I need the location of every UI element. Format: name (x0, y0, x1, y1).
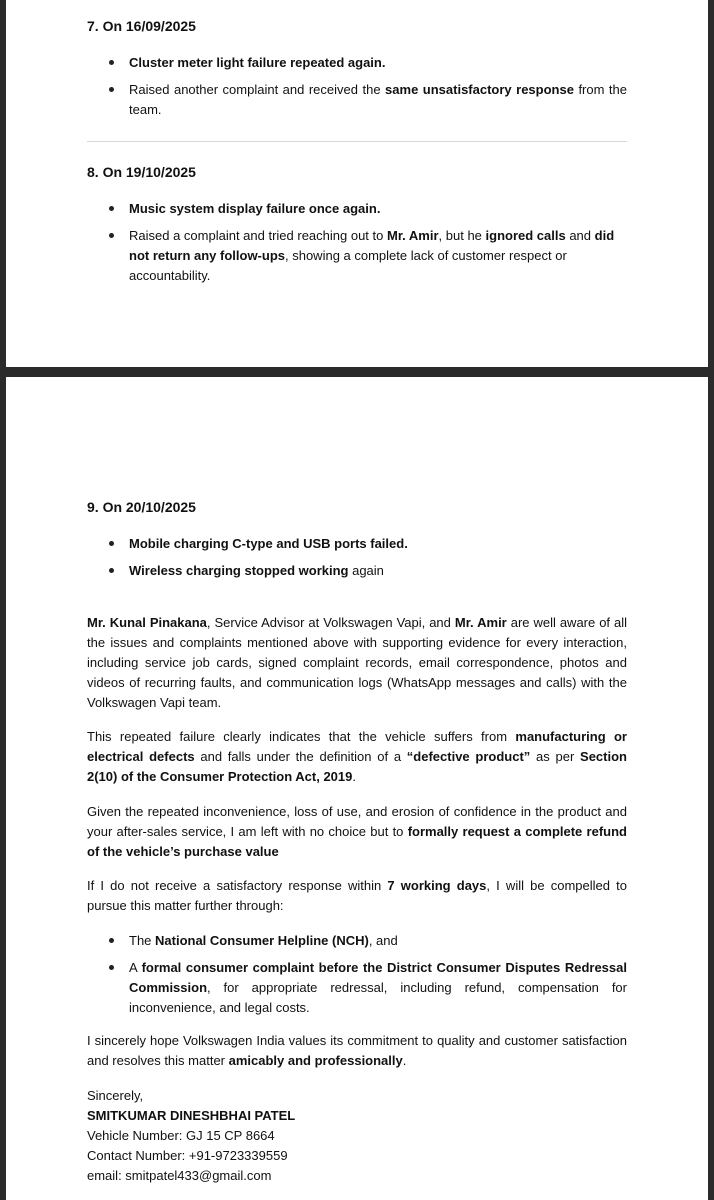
list-item (129, 199, 627, 219)
text-run: as per (530, 749, 581, 764)
text-run: again (348, 563, 384, 578)
list-item-text: Cluster meter light failure repeated again. (129, 55, 386, 70)
text-run: . (352, 769, 356, 784)
list-item (129, 226, 627, 286)
contact-number: Contact Number: +91-9723339559 (87, 1148, 288, 1163)
bullet-icon (109, 87, 114, 92)
text-run: , for appropriate redressal, including refund, compensation for inconvenience, and legal costs. (129, 980, 627, 1015)
text-run-bold: ignored calls (485, 228, 566, 243)
bullet-icon (109, 206, 114, 211)
text-run-bold: Mr. Kunal Pinakana (87, 615, 207, 630)
text-run-bold: Mr. Amir (387, 228, 439, 243)
list-item (129, 931, 627, 951)
section-heading-9: 9. On 20/10/2025 (87, 499, 196, 515)
text-run: If I do not receive a satisfactory response within (87, 878, 388, 893)
text-run: Raised another complaint and received the (129, 82, 386, 97)
list-item (129, 53, 627, 73)
email-address: email: smitpatel433@gmail.com (87, 1168, 272, 1183)
text-run-bold: 7 working days (387, 878, 487, 893)
text-run: I sincerely hope Volkswagen India values its commitment to quality and customer satisfaction and resolves this matter (87, 1033, 627, 1068)
text-run-bold: Section 2(10) of the Consumer Protection Act, 2019 (87, 749, 627, 784)
vehicle-number: Vehicle Number: GJ 15 CP 8664 (87, 1128, 275, 1143)
text-run: , I will be compelled to pursue this matter further through: (87, 878, 628, 913)
list-item (129, 958, 627, 1018)
section-heading-8: 8. On 19/10/2025 (87, 164, 196, 180)
paragraph-defect (87, 727, 627, 787)
list-item (129, 561, 627, 581)
bullet-icon (109, 541, 114, 546)
text-run: This repeated failure clearly indicates that the vehicle suffers from (87, 729, 516, 744)
list-item (129, 80, 627, 120)
text-run-bold: Mr. Amir (454, 615, 507, 630)
sender-name: SMITKUMAR DINESHBHAI PATEL (87, 1108, 296, 1123)
text-run-bold: did not return any follow-ups (129, 228, 615, 263)
bullet-icon (109, 60, 114, 65)
bullet-icon (109, 568, 114, 573)
text-run: , but he (438, 228, 486, 243)
divider (87, 141, 627, 142)
signature-block (87, 1086, 627, 1186)
paragraph-refund (87, 802, 627, 862)
list-item-text: Music system display failure once again. (129, 201, 381, 216)
text-run: Given the repeated inconvenience, loss of use, and erosion of confidence in the product and your after-sales service, I am left with no choice but to (87, 804, 627, 839)
document-page-1 (6, 0, 708, 367)
text-run: from the team. (129, 82, 628, 117)
text-run-bold: National Consumer Helpline (NCH) (155, 933, 369, 948)
text-run: The (129, 933, 156, 948)
text-run-bold: manufacturing or electrical defects (87, 729, 627, 764)
paragraph-deadline (87, 876, 627, 916)
text-run-bold: amicably and professionally (228, 1053, 403, 1068)
section-heading-7: 7. On 16/09/2025 (87, 18, 196, 34)
document-page-2 (6, 377, 708, 1200)
text-run-bold: formal consumer complaint before the District Consumer Disputes Redressal Commission (129, 960, 627, 995)
text-run: are well aware of all the issues and complaints mentioned above with supporting evidence for every interaction, including service job cards, signed complaint records, email correspondence, photos and videos of recurring faults, and communication logs (WhatsApp messages and calls) with the Volkswagen Vapi team. (87, 615, 628, 710)
list-item (129, 534, 627, 554)
text-run: , showing a complete lack of customer respect or accountability. (129, 248, 567, 283)
text-run: A (129, 960, 142, 975)
text-run: Raised a complaint and tried reaching out to (129, 228, 387, 243)
text-run-bold: formally request a complete refund of the vehicle’s purchase value (87, 824, 627, 859)
list-item-text: Mobile charging C-type and USB ports failed. (129, 536, 408, 551)
closing-text: Sincerely, (87, 1088, 144, 1103)
text-run: , and (368, 933, 398, 948)
bullet-icon (109, 938, 114, 943)
bullet-icon (109, 965, 114, 970)
paragraph-awareness (87, 613, 627, 713)
paragraph-closing (87, 1031, 627, 1071)
text-run: and falls under the definition of a (194, 749, 407, 764)
text-run-bold: Wireless charging stopped working (129, 563, 349, 578)
text-run: . (402, 1053, 407, 1068)
text-run: , Service Advisor at Volkswagen Vapi, and (206, 615, 455, 630)
text-run-bold: same unsatisfactory response (385, 82, 574, 97)
bullet-icon (109, 233, 114, 238)
text-run-bold: “defective product” (406, 749, 531, 764)
text-run: and (565, 228, 595, 243)
